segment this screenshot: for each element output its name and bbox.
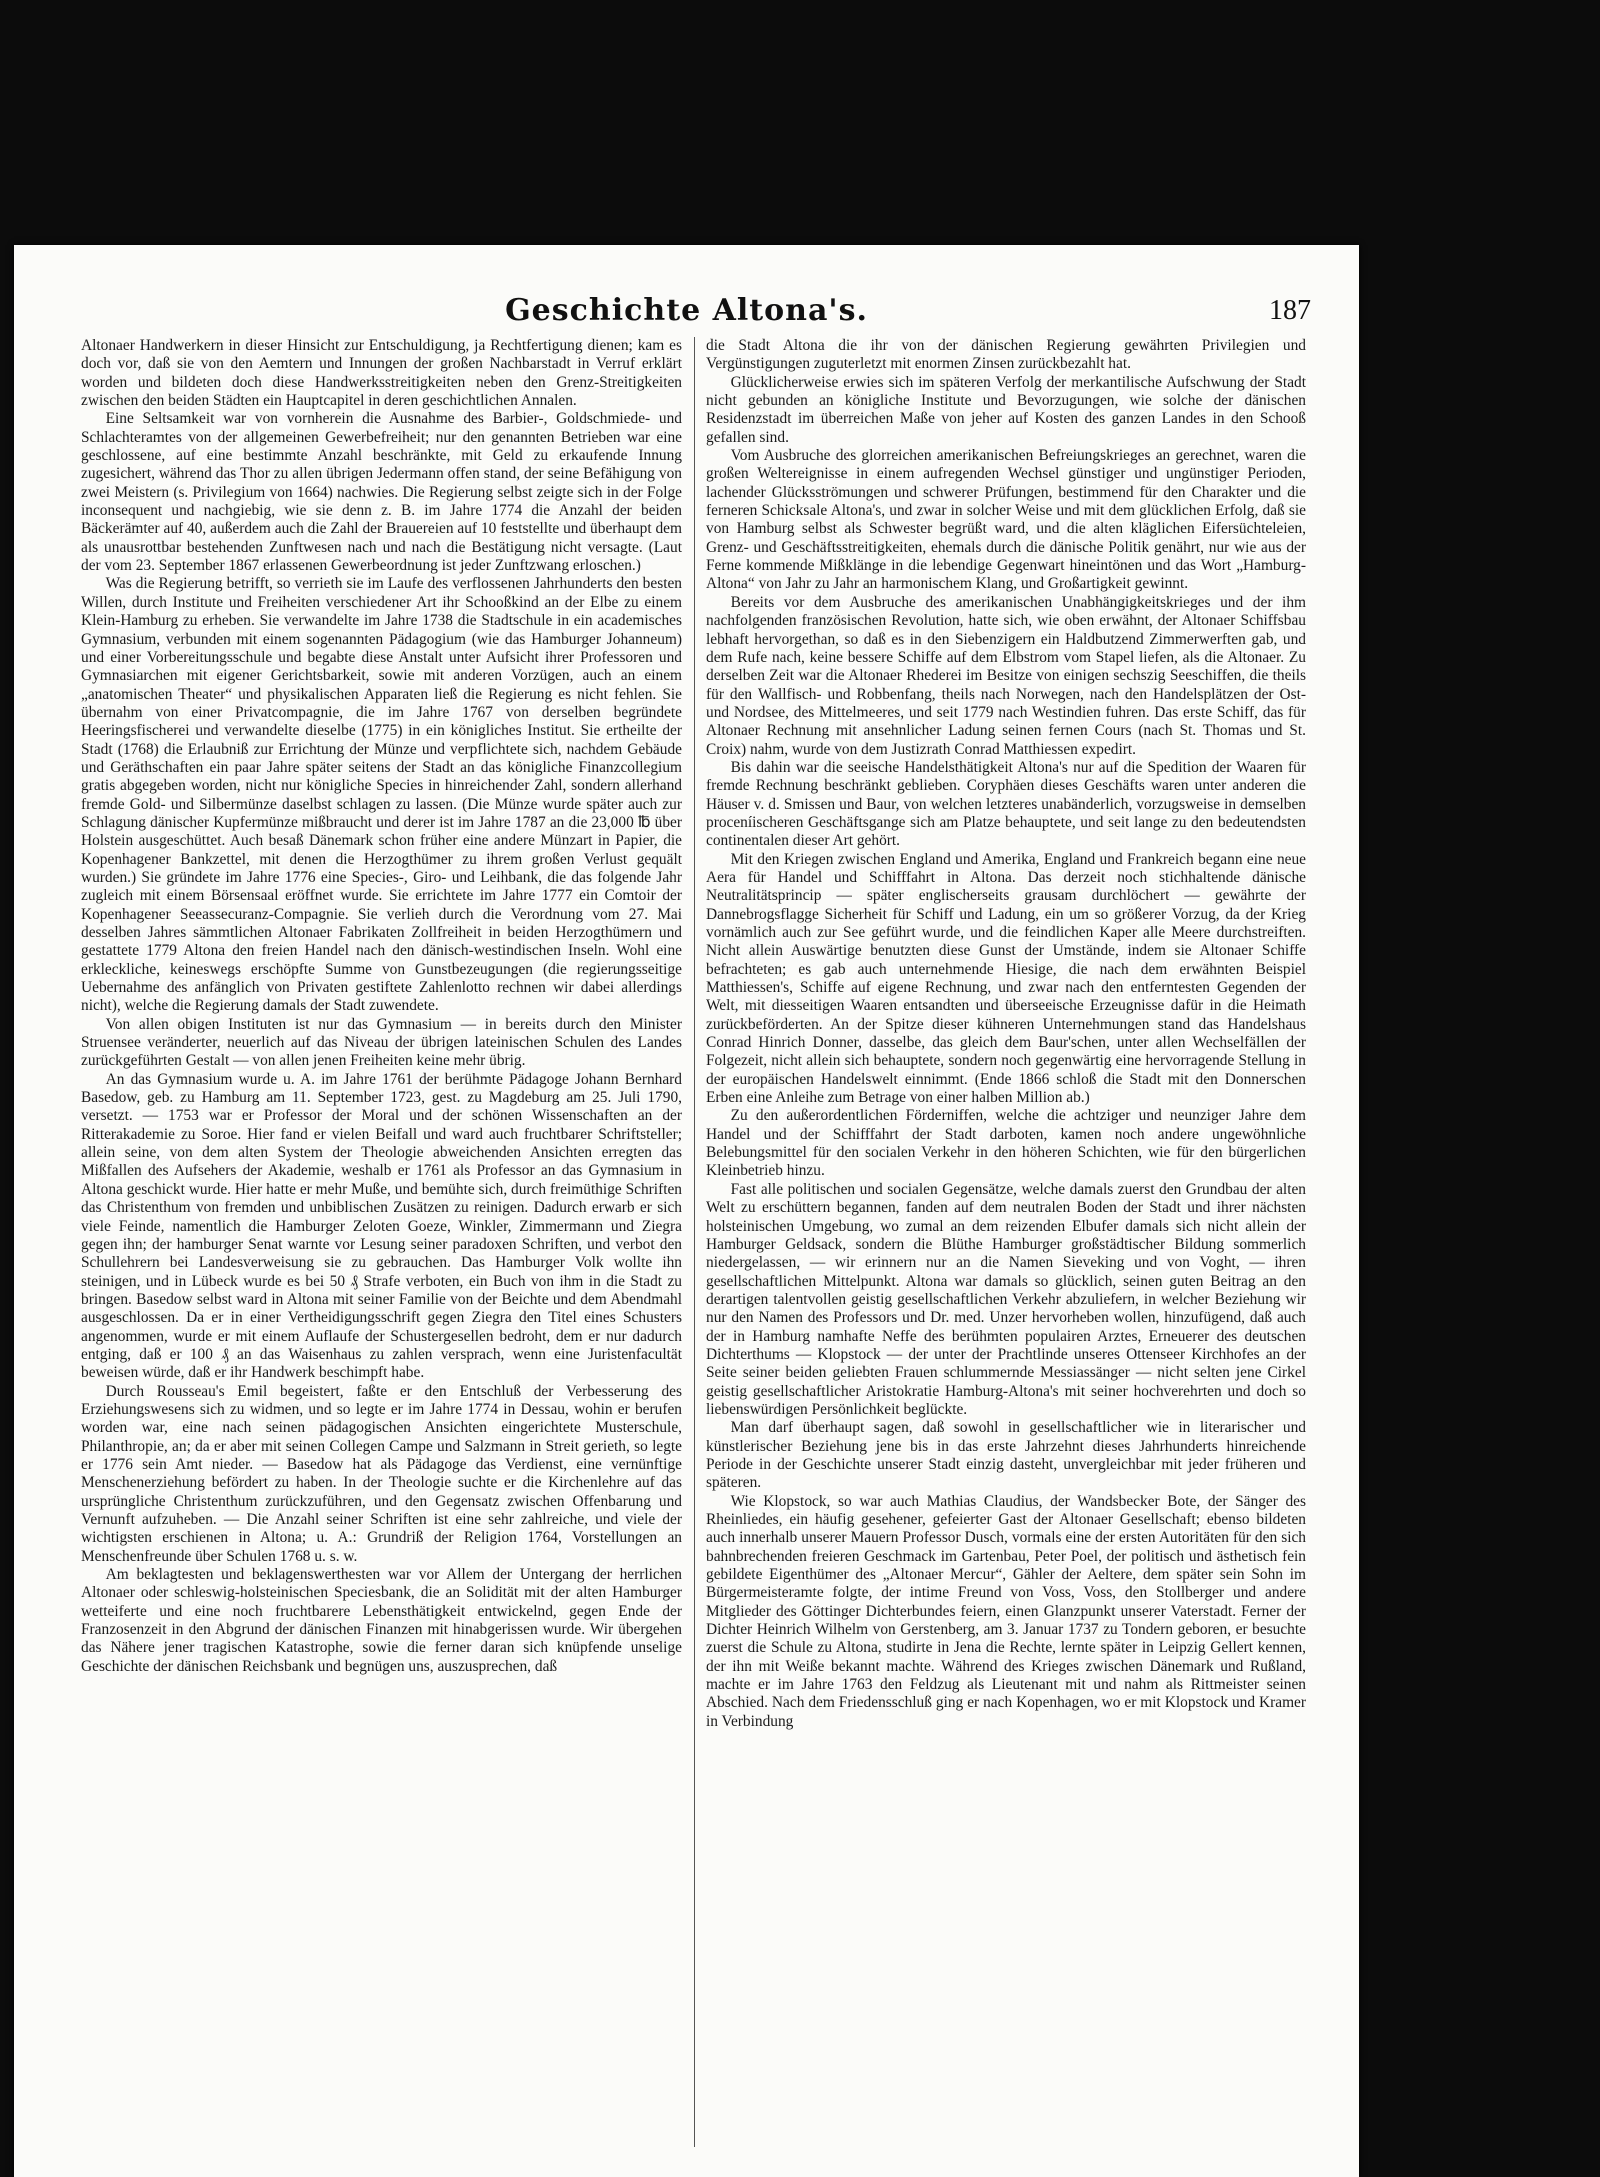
column-divider [694, 337, 695, 2147]
paragraph: Eine Seltsamkeit war von vornherein die Ausnahme des Barbier-, Goldschmiede- und Schlachteramtes von der allgemeinen Gewerbefreiheit; nur den genannten Betrieben war eine geschlossene, auf eine bestimmte Anzahl beschränkte, mit Geld zu erkaufende Innung zugesichert, während das Thor zu allen übrigen Jedermann offen stand, der seine Befähigung von zwei Meistern (s. Privilegium von 1664) nachwies. Die Regierung selbst zeigte sich in der Folge inconsequent und nachgiebig, wie sie denn z. B. im Jahre 1774 die Anzahl der beiden Bäckerämter auf 40, außerdem auch die Zahl der Brauereien auf 10 feststellte und überhaupt dem als unausrottbar bestehenden Zunftwesen nach und nach die Bestätigung nicht versagte. (Laut der vom 23. September 1867 erlassenen Gewerbeordnung ist jeder Zunftzwang erloschen.) [81, 410, 682, 575]
paragraph: Altonaer Handwerkern in dieser Hinsicht zur Entschuldigung, ja Rechtfertigung dienen; kam es doch vor, daß sie von den Aemtern und Innungen der großen Nachbarstadt in Verruf erklärt worden und bildeten doch diese Handwerksstreitigkeiten neben den Grenz-Streitigkeiten zwischen den beiden Städten ein Hauptcapitel in deren geschichtlichen Annalen. [81, 337, 682, 410]
left-column [81, 337, 682, 2147]
paragraph: Man darf überhaupt sagen, daß sowohl in gesellschaftlicher wie in literarischer und künstlerischer Beziehung jene bis in das erste Jahrzehnt dieses Jahrhunderts hinreichende Periode in der Geschichte unserer Stadt einzig dasteht, unvergleichbar mit jeder früheren und späteren. [706, 1419, 1306, 1492]
paragraph: Vom Ausbruche des glorreichen amerikanischen Befreiungskrieges an gerechnet, waren die großen Weltereignisse in einem aufregenden Wechsel günstiger und ungünstiger Perioden, lachender Glücksströmungen und schwerer Prüfungen, bestimmend für den Charakter und die ferneren Schicksale Altona's, und zwar in solcher Weise und mit dem glücklichen Erfolg, daß sie von Hamburg selbst als Schwester begrüßt ward, und die alten kläglichen Eifersüchteleien, Grenz- und Geschäftsstreitigkeiten, ehemals durch die dänische Politik genährt, nur wie aus der Ferne kommende Mißklänge in die lebendige Gegenwart hineintönen und das Wort „Hamburg-Altona“ von Jahr zu Jahr an harmonischem Klang, und Großartigkeit gewinnt. [706, 447, 1306, 593]
paragraph: Am beklagtesten und beklagenswerthesten war vor Allem der Untergang der herrlichen Altonaer oder schleswig-holsteinischen Speciesbank, die an Solidität mit der alten Hamburger wetteiferte und eine noch fruchtbarere Lebensthätigkeit entwickelnd, gegen Ende der Franzosenzeit in den Abgrund der dänischen Finanzen mit hinabgerissen wurde. Wir übergehen das Nähere jener tragischen Katastrophe, sowie die ferner daran sich knüpfende unselige Geschichte der dänischen Reichsbank und begnügen uns, auszusprechen, daß [81, 1566, 682, 1675]
document-page [14, 245, 1359, 2177]
right-column [706, 337, 1306, 2147]
page-header [14, 293, 1359, 333]
paragraph: Wie Klopstock, so war auch Mathias Claudius, der Wandsbecker Bote, der Sänger des Rheinliedes, ein häufig gesehener, gefeierter Gast der Altonaer Gesellschaft; ebenso bildeten auch innerhalb unserer Mauern Professor Dusch, vormals eine der ersten Autoritäten für den sich bahnbrechenden freieren Geschmack im Gartenbau, Peter Poel, der politisch und ästhetisch fein gebildete Eigenthümer des „Altonaer Mercur“, Gähler der Aeltere, dem später sein Sohn im Bürgermeisteramte folgte, der intime Freund von Voss, Voss, den Stollberger und andere Mitglieder des Göttinger Dichterbundes feiern, einen Glanzpunkt unserer Vaterstadt. Ferner der Dichter Heinrich Wilhelm von Gerstenberg, am 3. Januar 1737 zu Tondern geboren, er besuchte zuerst die Schule zu Altona, studirte in Jena die Rechte, lernte später in Leipzig Gellert kennen, der ihn mit Weiße bekannt machte. Während des Krieges zwischen Dänemark und Rußland, machte er im Jahre 1763 den Feldzug als Lieutenant mit und nahm als Rittmeister seinen Abschied. Nach dem Friedensschluß ging er nach Kopenhagen, wo er mit Klopstock und Kramer in Verbindung [706, 1492, 1306, 1730]
paragraph: Durch Rousseau's Emil begeistert, faßte er den Entschluß der Verbesserung des Erziehungswesens sich zu widmen, und so legte er im Jahre 1774 in Dessau, wohin er berufen worden war, eine nach seinen pädagogischen Ansichten eingerichtete Musterschule, Philanthropie, an; da er aber mit seinen Collegen Campe und Salzmann in Streit gerieth, so legte er 1776 sein Amt nieder. — Basedow hat als Pädagoge das Verdienst, eine vernünftige Menschenerziehung befördert zu haben. In der Theologie suchte er die Kirchenlehre auf das ursprüngliche Christenthum zurückzuführen, und den Gegensatz zwischen Offenbarung und Vernunft aufzuheben. — Die Anzahl seiner Schriften ist eine sehr zahlreiche, und viele der wichtigsten erschienen in Altona; u. A.: Grundriß der Religion 1764, Vorstellungen an Menschenfreunde über Schulen 1768 u. s. w. [81, 1382, 682, 1565]
paragraph: Bereits vor dem Ausbruche des amerikanischen Unabhängigkeitskrieges und der ihm nachfolgenden französischen Revolution, hatte sich, wie oben erwähnt, der Altonaer Schiffsbau lebhaft hervorgethan, so daß es in den Siebenzigern ein Haldbutzend Zimmerwerften gab, und dem Rufe nach, keine bessere Schiffe auf dem Elbstrom vom Stapel liefen, als die Altonaer. Zu derselben Zeit war die Altonaer Rhederei im Besitze von einigen sechszig Seeschiffen, die theils für den Wallfisch- und Robbenfang, theils nach Norwegen, nach den Handelsplätzen der Ost- und Nordsee, des Mittelmeeres, und seit 1779 nach Westindien fuhren. Das erste Schiff, das für Altonaer Rechnung mit ansehnlicher Ladung seinen fernen Cours (nach St. Thomas und St. Croix) nahm, wurde von dem Justizrath Conrad Matthiessen expedirt. [706, 593, 1306, 758]
page-number: 187 [1269, 295, 1311, 326]
paragraph: Zu den außerordentlichen Förderniffen, welche die achtziger und neunziger Jahre dem Handel und der Schifffahrt der Stadt darboten, kamen noch andere ungewöhnliche Belebungsmittel für den socialen Verkehr in den höheren Schichten, wie für den bürgerlichen Kleinbetrieb hinzu. [706, 1107, 1306, 1180]
paragraph: Fast alle politischen und socialen Gegensätze, welche damals zuerst den Grundbau der alten Welt zu erschüttern begannen, fanden auf dem neutralen Boden der Stadt und ihrer nächsten holsteinischen Umgebung, wo zumal an dem reizenden Elbufer damals sich nicht allein der Hamburger Geldsack, sondern die Blüthe Hamburger großstädtischer Bildung sommerlich niedergelassen, — wir erinnern nur an die Namen Sieveking und von Voght, — ihren gesellschaftlichen Mittelpunkt. Altona war damals so glücklich, seinen guten Beitrag an den derartigen talentvollen geistig gesellschaftlichen Verkehr abzuliefern, in welcher Beziehung wir nur den Namen des Professors und Dr. med. Unzer hervorheben wollen, hinzufügend, daß auch der in Hamburg namhafte Neffe des berühmten populairen Arztes, Erneuerer des deutschen Dichterthums — Klopstock — der unter der Prachtlinde unseres Ottenseer Kirchhofes an der Seite seiner beiden geliebten Frauen schlummernde Messiassänger — nicht selten jene Cirkel geistig gesellschaftlicher Aristokratie Hamburg-Altona's mit seiner hochverehrten und doch so liebenswürdigen Persönlichkeit beglückte. [706, 1180, 1306, 1418]
paragraph: An das Gymnasium wurde u. A. im Jahre 1761 der berühmte Pädagoge Johann Bernhard Basedow, geb. zu Hamburg am 11. September 1723, gest. zu Magdeburg am 25. Juli 1790, versetzt. — 1753 war er Professor der Moral und der schönen Wissenschaften an der Ritterakademie zu Soroe. Hier fand er vielen Beifall und ward auch fruchtbarer Schriftsteller; allein seine, von dem alten System der Theologie abweichenden Ansichten erregten das Mißfallen des Aufsehers der Akademie, weshalb er 1761 als Professor an das Gymnasium in Altona geschickt wurde. Hier hatte er mehr Muße, und bemühte sich, durch freimüthige Schriften das Christenthum von fremden und unbiblischen Zusätzen zu reinigen. Dadurch erwarb er sich viele Feinde, namentlich die Hamburger Zeloten Goeze, Winkler, Zimmermann und Ziegra gegen ihn; der hamburger Senat warnte vor Lesung seiner paradoxen Schriften, und verbot den Schullehrern bei Landesverweisung sie zu gebrauchen. Das Hamburger Volk wollte ihn steinigen, und in Lübeck wurde es bei 50 ₰ Strafe verboten, ein Buch von ihm in die Stadt zu bringen. Basedow selbst ward in Altona mit seiner Familie von der Beichte und dem Abendmahl ausgeschlossen. Da er in einer Vertheidigungsschrift gegen Ziegra den Titel eines Schusters angenommen, wurde er mit einem Auflaufe der Schustergesellen bedroht, dem er nur dadurch entging, daß er 100 ₰ an das Waisenhaus zu zahlen versprach, wenn eine Juristenfacultät beweisen würde, daß er ihr Handwerk beschimpft habe. [81, 1070, 682, 1382]
paragraph: Von allen obigen Instituten ist nur das Gymnasium — in bereits durch den Minister Struensee veränderter, neuerlich auf das Niveau der übrigen lateinischen Schulen des Landes zurückgeführten Gestalt — von allen jenen Freiheiten keine mehr übrig. [81, 1015, 682, 1070]
paragraph: Bis dahin war die seeische Handelsthätigkeit Altona's nur auf die Spedition der Waaren für fremde Rechnung beschränkt geblieben. Coryphäen dieses Geschäfts waren unter anderen die Häuser v. d. Smissen und Baur, von welchen letzteres unabänderlich, vorzugsweise in demselben proceníischeren Geschäftsgange sich am Platze behauptete, und seit lange zu den bedeutendsten continentalen dieser Art gehört. [706, 758, 1306, 850]
paragraph: Was die Regierung betrifft, so verrieth sie im Laufe des verflossenen Jahrhunderts den besten Willen, durch Institute und Freiheiten verschiedener Art ihr Schooßkind an der Elbe zu einem Klein-Hamburg zu erheben. Sie verwandelte im Jahre 1738 die Stadtschule in ein academisches Gymnasium, verbunden mit einem sogenannten Pädagogium (wie das Hamburger Johanneum) und einer Vorbereitungsschule und begabte diese Anstalt unter Aufsicht ihrer Professoren und Gymnasiarchen mit eigener Gerichtsbarkeit, sowie mit anderen Vorzügen, auch an einem „anatomischen Theater“ und physikalischen Apparaten ließ die Regierung es nicht fehlen. Sie übernahm von einer Privatcompagnie, die im Jahre 1767 von derselben begründete Heeringsfischerei und verwandelte dieselbe (1775) in ein königliches Institut. Sie ertheilte der Stadt (1768) die Erlaubniß zur Errichtung der Münze und verpflichtete sich, nachdem Gebäude und Geräthschaften ein paar Jahre später seitens der Stadt an das königliche Finanzcollegium gratis abgegeben worden, nicht nur königliche Species in hinreichender Zahl, sondern allerhand fremde Gold- und Silbermünze daselbst schlagen zu lassen. (Die Münze wurde später auch zur Schlagung dänischer Kupfermünze mißbraucht und derer ist im Jahre 1787 an die 23,000 ℔ über Holstein ausgeschüttet. Auch besaß Dänemark schon früher eine andere Münzart in Papier, die Kopenhagener Bankzettel, mit denen die Herzogthümer zu ihrem großen Verlust gequält wurden.) Sie gründete im Jahre 1776 eine Species-, Giro- und Leihbank, die das folgende Jahr zugleich mit einem Börsensaal eröffnet wurde. Sie errichtete im Jahre 1777 ein Comtoir der Kopenhagener Seeassecuranz-Compagnie. Sie verlieh durch die Verordnung vom 27. Mai desselben Jahres sämmtlichen Altonaer Fabrikaten Zollfreiheit in beiden Herzogthümern und gestattete 1779 Altona den freien Handel nach den dänisch-westindischen Inseln. Wohl eine erkleckliche, keineswegs erschöpfte Summe von Gunstbezeugungen (die regierungsseitige Uebernahme des anfänglich von Privaten gestiftete Zahlenlotto rechnen wir dabei allerdings nicht), welche die Regierung damals der Stadt zuwendete. [81, 575, 682, 1015]
paragraph: Mit den Kriegen zwischen England und Amerika, England und Frankreich begann eine neue Aera für Handel und Schifffahrt in Altona. Das derzeit noch stichhaltende dänische Neutralitätsprincip — später englischerseits grausam durchlöchert — gewährte der Dannebrogsflagge Sicherheit für Schiff und Ladung, ein um so größerer Vorzug, da der Krieg vornämlich auch zur See geführt wurde, und die feindlichen Kaper alle Meere durchstreiften. Nicht allein Auswärtige benutzten diese Gunst der Umstände, indem sie Altonaer Schiffe befrachteten; es gab auch unternehmende Hiesige, die nach dem erwähnten Beispiel Matthiessen's, Schiffe auf eigene Rechnung, und zwar nach den entferntesten Gegenden der Welt, mit diesseitigen Waaren entsandten und überseeische Erzeugnisse dafür in die Heimath zurückbeförderten. An der Spitze dieser kühneren Unternehmungen stand das Handelshaus Conrad Hinrich Donner, dasselbe, das gleich dem Baur'schen, unter allen Wechselfällen der Folgezeit, nicht allein sich behauptete, sondern noch gegenwärtig eine hervorragende Stellung in der europäischen Handelswelt einnimmt. (Ende 1866 schloß die Stadt mit den Donnerschen Erben eine Anleihe zum Betrage von einer halben Million ab.) [706, 850, 1306, 1107]
paragraph: Glücklicherweise erwies sich im späteren Verfolg der merkantilische Aufschwung der Stadt nicht gebunden an königliche Institute und Bevorzugungen, wie solche der dänischen Residenzstadt im überreichen Maße von jeher auf Kosten des ganzen Landes in den Schooß gefallen sind. [706, 373, 1306, 446]
running-title: Geschichte Altona's. [505, 293, 868, 328]
paragraph: die Stadt Altona die ihr von der dänischen Regierung gewährten Privilegien und Vergünstigungen zuguterletzt mit enormen Zinsen zurückbezahlt hat. [706, 337, 1306, 373]
